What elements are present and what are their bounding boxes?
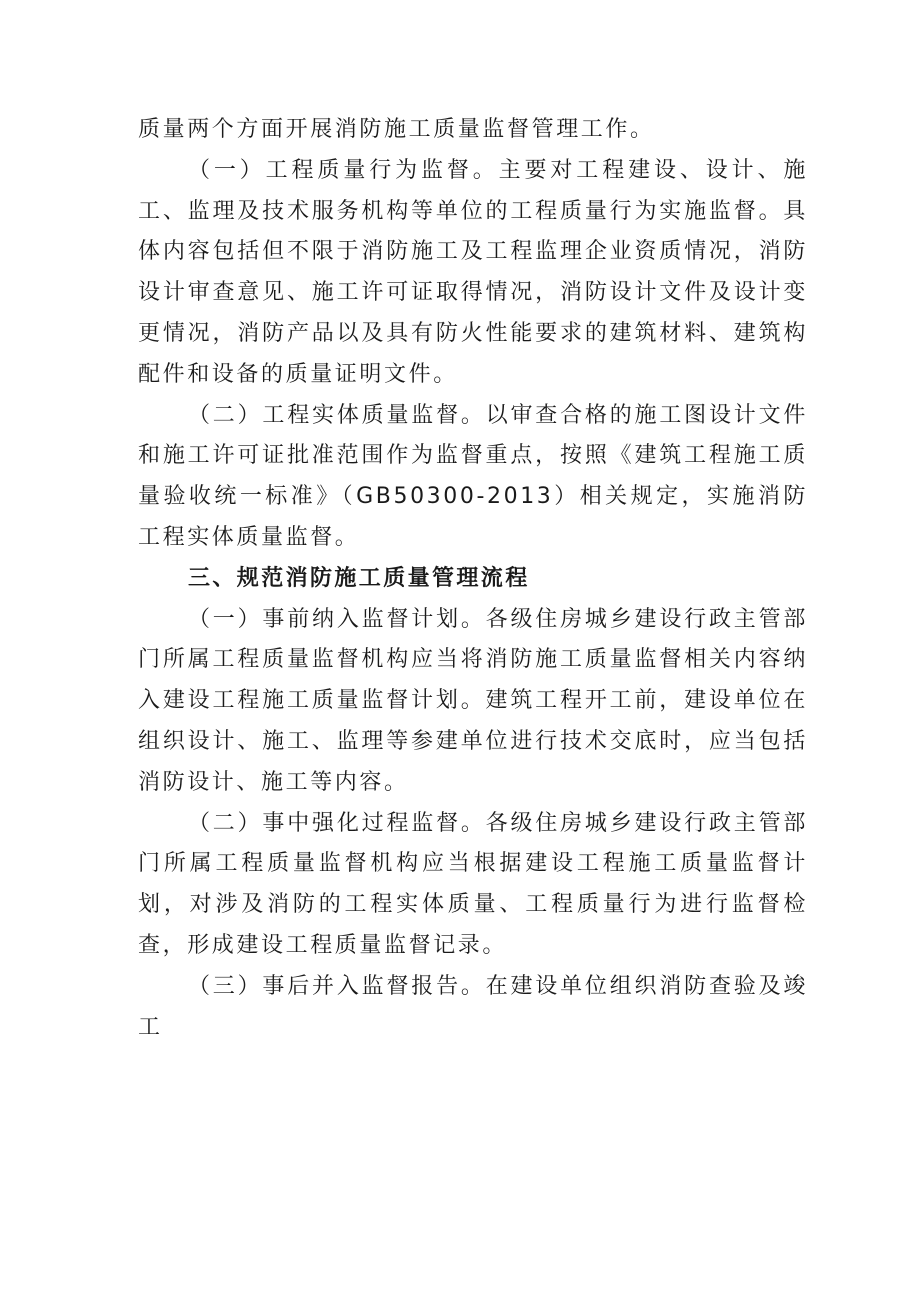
paragraph-process-supervision: （二）事中强化过程监督。各级住房城乡建设行政主管部门所属工程质量监督机构应当根据建设工程施工质量监督计划，对涉及消防的工程实体质量、工程质量行为进行监督检查，形成建设工程质量监督记录。 xyxy=(138,810,808,958)
section-heading: 三、规范消防施工质量管理流程 xyxy=(188,565,530,591)
paragraph-continuation: 质量两个方面开展消防施工质量监督管理工作。 xyxy=(138,117,655,142)
paragraph-pre-supervision: （一）事前纳入监督计划。各级住房城乡建设行政主管部门所属工程质量监督机构应当将消防施工质量监督相关内容纳入建设工程施工质量监督计划。建筑工程开工前，建设单位在组织设计、施工、监理等参建单位进行技术交底时，应当包括消防设计、施工等内容。 xyxy=(138,606,808,795)
paragraph-entity-supervision: （二）工程实体质量监督。以审查合格的施工图设计文件和施工许可证批准范围作为监督重点，按照《建筑工程施工质量验收统一标准》（GB50300-2013）相关规定，实施消防工程实体质量监督。 xyxy=(138,402,808,550)
document-page xyxy=(138,110,808,1048)
paragraph-behavior-supervision: （一）工程质量行为监督。主要对工程建设、设计、施工、监理及技术服务机构等单位的工程质量行为实施监督。具体内容包括但不限于消防施工及工程监理企业资质情况，消防设计审查意见、施工许可证取得情况，消防设计文件及设计变更情况，消防产品以及具有防火性能要求的建筑材料、建筑构配件和设备的质量证明文件。 xyxy=(138,157,808,387)
paragraph-post-supervision: （三）事后并入监督报告。在建设单位组织消防查验及竣工 xyxy=(138,973,808,1040)
